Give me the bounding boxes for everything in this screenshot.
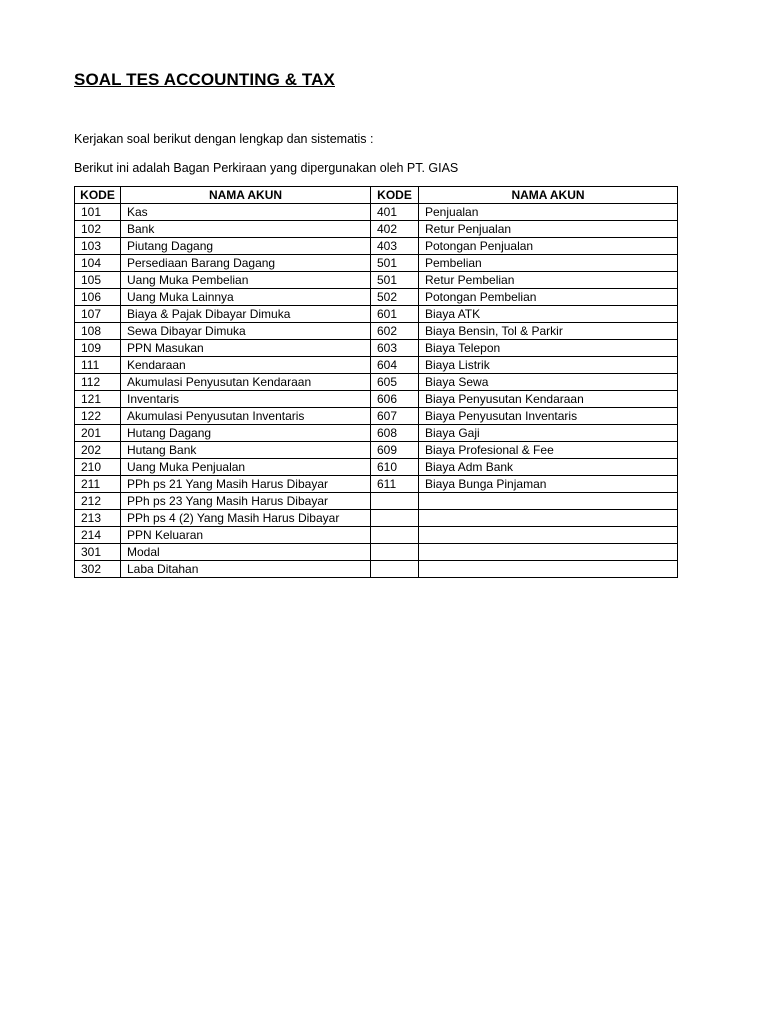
cell-nama-akun-right: Pembelian bbox=[419, 255, 678, 272]
cell-kode-right: 502 bbox=[371, 289, 419, 306]
cell-kode-right: 501 bbox=[371, 272, 419, 289]
document-title: SOAL TES ACCOUNTING & TAX bbox=[74, 70, 335, 89]
cell-kode-right: 402 bbox=[371, 221, 419, 238]
cell-kode-right: 403 bbox=[371, 238, 419, 255]
cell-kode-left: 111 bbox=[75, 357, 121, 374]
cell-kode-left: 101 bbox=[75, 204, 121, 221]
cell-kode-left: 105 bbox=[75, 272, 121, 289]
cell-nama-akun-left: Uang Muka Pembelian bbox=[121, 272, 371, 289]
cell-nama-akun-left: Akumulasi Penyusutan Inventaris bbox=[121, 408, 371, 425]
cell-nama-akun-right: Biaya Penyusutan Inventaris bbox=[419, 408, 678, 425]
cell-kode-left: 202 bbox=[75, 442, 121, 459]
cell-kode-left: 122 bbox=[75, 408, 121, 425]
cell-nama-akun-right: Biaya Adm Bank bbox=[419, 459, 678, 476]
cell-nama-akun-right: Biaya Listrik bbox=[419, 357, 678, 374]
header-nama-akun-left: NAMA AKUN bbox=[121, 187, 371, 204]
table-header-row bbox=[75, 187, 678, 204]
cell-nama-akun-right: Biaya Telepon bbox=[419, 340, 678, 357]
cell-kode-right: 401 bbox=[371, 204, 419, 221]
table-row bbox=[75, 425, 678, 442]
instruction-text: Kerjakan soal berikut dengan lengkap dan sistematis : bbox=[74, 132, 374, 146]
cell-kode-left: 106 bbox=[75, 289, 121, 306]
cell-nama-akun-left: Kas bbox=[121, 204, 371, 221]
header-nama-akun-right: NAMA AKUN bbox=[419, 187, 678, 204]
cell-kode-right bbox=[371, 561, 419, 578]
table-row bbox=[75, 459, 678, 476]
table-row bbox=[75, 289, 678, 306]
cell-nama-akun-left: Biaya & Pajak Dibayar Dimuka bbox=[121, 306, 371, 323]
cell-kode-right: 607 bbox=[371, 408, 419, 425]
cell-nama-akun-right: Biaya Bunga Pinjaman bbox=[419, 476, 678, 493]
cell-nama-akun-left: Persediaan Barang Dagang bbox=[121, 255, 371, 272]
cell-nama-akun-right bbox=[419, 561, 678, 578]
cell-kode-right: 606 bbox=[371, 391, 419, 408]
cell-kode-right: 603 bbox=[371, 340, 419, 357]
cell-kode-right bbox=[371, 527, 419, 544]
cell-kode-right: 602 bbox=[371, 323, 419, 340]
cell-kode-left: 201 bbox=[75, 425, 121, 442]
chart-of-accounts-table bbox=[74, 186, 678, 578]
cell-nama-akun-left: Uang Muka Lainnya bbox=[121, 289, 371, 306]
table-row bbox=[75, 442, 678, 459]
table-row bbox=[75, 204, 678, 221]
cell-kode-right bbox=[371, 493, 419, 510]
table-row bbox=[75, 510, 678, 527]
cell-kode-left: 102 bbox=[75, 221, 121, 238]
table-row bbox=[75, 306, 678, 323]
cell-kode-right: 604 bbox=[371, 357, 419, 374]
cell-kode-left: 302 bbox=[75, 561, 121, 578]
cell-nama-akun-right: Biaya Bensin, Tol & Parkir bbox=[419, 323, 678, 340]
cell-nama-akun-right bbox=[419, 527, 678, 544]
cell-kode-right: 601 bbox=[371, 306, 419, 323]
cell-nama-akun-left: Hutang Bank bbox=[121, 442, 371, 459]
cell-nama-akun-left: Inventaris bbox=[121, 391, 371, 408]
cell-kode-left: 112 bbox=[75, 374, 121, 391]
cell-kode-right: 608 bbox=[371, 425, 419, 442]
header-kode-left: KODE bbox=[75, 187, 121, 204]
cell-nama-akun-left: Hutang Dagang bbox=[121, 425, 371, 442]
cell-nama-akun-right: Retur Pembelian bbox=[419, 272, 678, 289]
table-row bbox=[75, 527, 678, 544]
table-row bbox=[75, 408, 678, 425]
cell-kode-left: 121 bbox=[75, 391, 121, 408]
cell-nama-akun-left: PPh ps 21 Yang Masih Harus Dibayar bbox=[121, 476, 371, 493]
cell-nama-akun-left: Modal bbox=[121, 544, 371, 561]
cell-kode-right: 605 bbox=[371, 374, 419, 391]
table-row bbox=[75, 357, 678, 374]
table-row bbox=[75, 391, 678, 408]
table-row bbox=[75, 340, 678, 357]
cell-nama-akun-right bbox=[419, 493, 678, 510]
cell-nama-akun-right: Biaya Profesional & Fee bbox=[419, 442, 678, 459]
cell-kode-left: 213 bbox=[75, 510, 121, 527]
cell-kode-left: 108 bbox=[75, 323, 121, 340]
cell-nama-akun-left: PPh ps 23 Yang Masih Harus Dibayar bbox=[121, 493, 371, 510]
cell-nama-akun-left: Kendaraan bbox=[121, 357, 371, 374]
cell-nama-akun-right: Retur Penjualan bbox=[419, 221, 678, 238]
intro-text: Berikut ini adalah Bagan Perkiraan yang dipergunakan oleh PT. GIAS bbox=[74, 161, 459, 175]
cell-nama-akun-right bbox=[419, 510, 678, 527]
cell-nama-akun-right: Biaya Gaji bbox=[419, 425, 678, 442]
table-row bbox=[75, 476, 678, 493]
cell-kode-right bbox=[371, 510, 419, 527]
cell-nama-akun-right: Biaya ATK bbox=[419, 306, 678, 323]
cell-kode-left: 212 bbox=[75, 493, 121, 510]
table-row bbox=[75, 323, 678, 340]
cell-kode-left: 210 bbox=[75, 459, 121, 476]
cell-nama-akun-left: Sewa Dibayar Dimuka bbox=[121, 323, 371, 340]
cell-kode-right: 501 bbox=[371, 255, 419, 272]
cell-kode-right: 611 bbox=[371, 476, 419, 493]
cell-kode-left: 109 bbox=[75, 340, 121, 357]
cell-nama-akun-right: Biaya Penyusutan Kendaraan bbox=[419, 391, 678, 408]
cell-nama-akun-left: Laba Ditahan bbox=[121, 561, 371, 578]
table-row bbox=[75, 374, 678, 391]
cell-kode-left: 211 bbox=[75, 476, 121, 493]
table-row bbox=[75, 221, 678, 238]
cell-kode-right: 610 bbox=[371, 459, 419, 476]
table-row bbox=[75, 238, 678, 255]
table-row bbox=[75, 255, 678, 272]
table-row bbox=[75, 561, 678, 578]
cell-nama-akun-right: Potongan Penjualan bbox=[419, 238, 678, 255]
cell-nama-akun-left: Akumulasi Penyusutan Kendaraan bbox=[121, 374, 371, 391]
table-row bbox=[75, 544, 678, 561]
cell-nama-akun-right: Biaya Sewa bbox=[419, 374, 678, 391]
cell-kode-right bbox=[371, 544, 419, 561]
cell-nama-akun-right: Penjualan bbox=[419, 204, 678, 221]
cell-kode-left: 301 bbox=[75, 544, 121, 561]
cell-kode-right: 609 bbox=[371, 442, 419, 459]
cell-nama-akun-left: PPN Masukan bbox=[121, 340, 371, 357]
cell-nama-akun-left: Piutang Dagang bbox=[121, 238, 371, 255]
cell-kode-left: 103 bbox=[75, 238, 121, 255]
cell-nama-akun-left: Bank bbox=[121, 221, 371, 238]
cell-kode-left: 107 bbox=[75, 306, 121, 323]
cell-nama-akun-left: PPN Keluaran bbox=[121, 527, 371, 544]
cell-kode-left: 214 bbox=[75, 527, 121, 544]
table-row bbox=[75, 272, 678, 289]
cell-nama-akun-right bbox=[419, 544, 678, 561]
table-body bbox=[75, 204, 678, 578]
cell-nama-akun-left: PPh ps 4 (2) Yang Masih Harus Dibayar bbox=[121, 510, 371, 527]
header-kode-right: KODE bbox=[371, 187, 419, 204]
cell-nama-akun-right: Potongan Pembelian bbox=[419, 289, 678, 306]
table-row bbox=[75, 493, 678, 510]
cell-kode-left: 104 bbox=[75, 255, 121, 272]
cell-nama-akun-left: Uang Muka Penjualan bbox=[121, 459, 371, 476]
